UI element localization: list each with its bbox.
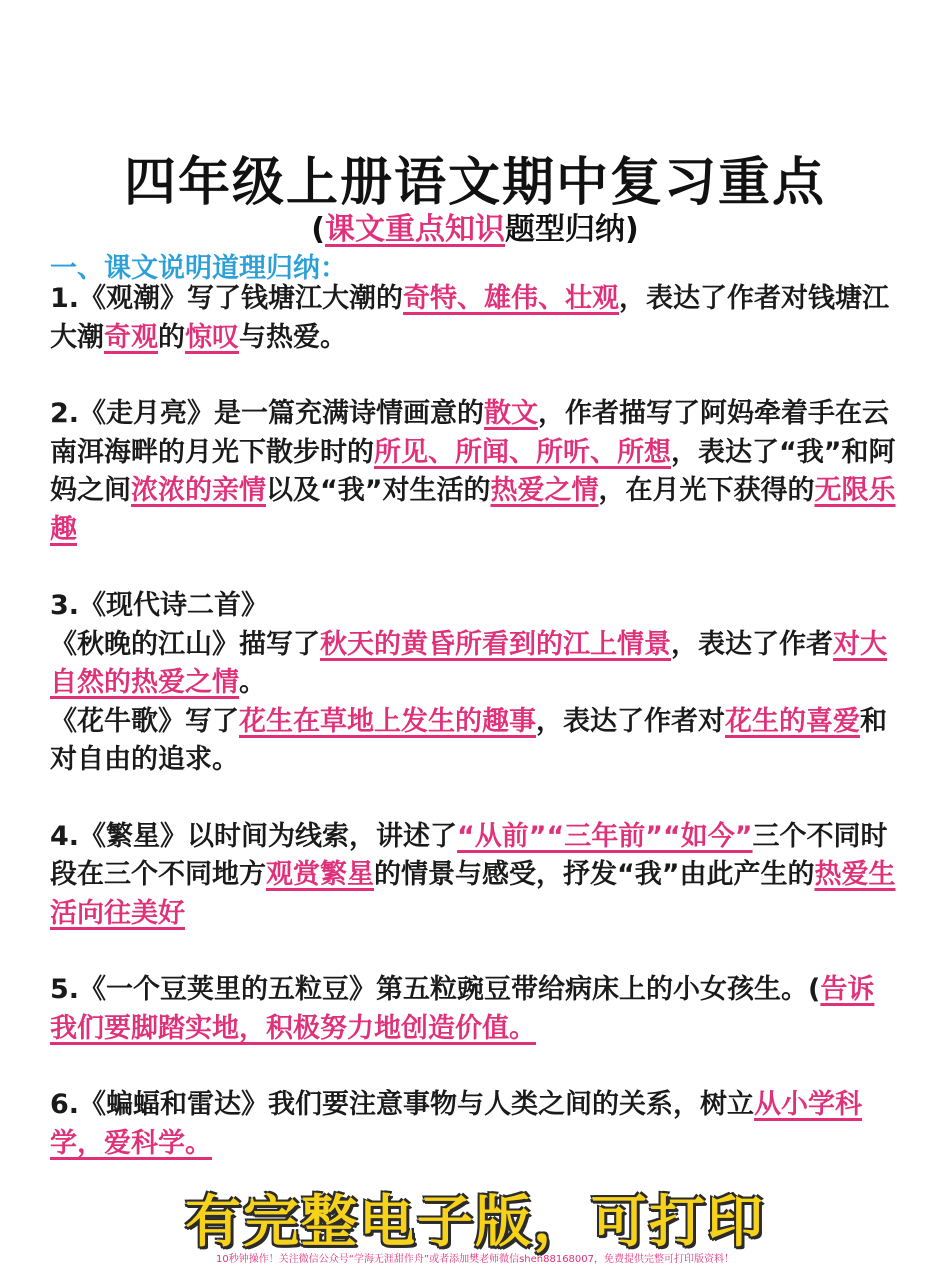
promo-banner: 有完整电子版，可打印 <box>185 1190 765 1255</box>
item-3-heading: 3.《现代诗二首》 <box>50 590 269 621</box>
item-4-text-b: 三个不同时段在三个不同地方 <box>50 820 888 890</box>
item-3-poem-2-text-b: ，表达了作者对 <box>536 705 725 737</box>
item-5 <box>50 971 900 1048</box>
item-5-highlight-1: 告诉我们要脚踏实地，积极努力地创造价值。 <box>50 974 875 1044</box>
section-heading: 一、课文说明道理归纳： <box>50 253 347 284</box>
item-6 <box>50 1086 900 1163</box>
item-1-text-b: ，表达了作者对钱塘江大潮 <box>50 283 890 353</box>
subtitle-highlight: 课文重点知识 <box>325 212 505 247</box>
item-4-text-c: 的情景与感受，抒发“我”由此产生的 <box>374 859 815 890</box>
item-2-text-a: 2.《走月亮》是一篇充满诗情画意的 <box>50 398 485 429</box>
item-3-poem-1-text-a: 《秋晚的江山》描写了 <box>50 628 320 660</box>
item-3-poem-2 <box>50 703 900 780</box>
item-2-text-e: ，在月光下获得的 <box>598 475 815 506</box>
item-3-poem-1-text-c: 。 <box>239 667 266 698</box>
item-2-text-d: 以及“我”对生活的 <box>266 475 491 506</box>
item-4 <box>50 818 900 934</box>
item-4-highlight-3: 热爱生活向往美好 <box>50 859 896 929</box>
item-1-text-d: 与热爱。 <box>239 321 347 353</box>
item-2-highlight-2: 所见、所闻、所听、所想 <box>374 436 671 468</box>
item-2-text <box>50 395 900 549</box>
item-2-highlight-3: 浓浓的亲情 <box>131 475 266 506</box>
item-1-highlight-3: 惊叹 <box>185 321 239 353</box>
item-2-text-c: ，表达了“我”和阿妈之间 <box>50 436 896 506</box>
item-3-poem-1-highlight-2: 对大自然的热爱之情 <box>50 628 887 698</box>
subtitle-rest: 题型归纳) <box>505 212 639 247</box>
item-3-poem-2-highlight-2: 花生的喜爱 <box>725 705 860 737</box>
item-4-text <box>50 818 900 934</box>
item-3 <box>50 587 900 780</box>
footnote: 10秒钟操作！关注微信公众号“学海无涯甜作舟”或者添加樊老师微信shen88168007，免费提供完整可打印版资料！ <box>215 1254 735 1265</box>
item-3-poem-1-highlight-1: 秋天的黄昏所看到的江上情景 <box>320 628 671 660</box>
item-3-poem-1 <box>50 626 900 703</box>
item-1-text-c: 的 <box>158 321 185 353</box>
content-body <box>50 280 900 1201</box>
item-1-text-a: 1.《观潮》写了钱塘江大潮的 <box>50 283 404 314</box>
item-2-text-b: ，作者描写了阿妈牵着手在云南洱海畔的月光下散步时的 <box>50 398 890 468</box>
item-3-poem-2-text-c: 和对自由的追求。 <box>50 705 887 775</box>
item-1-highlight-2: 奇观 <box>104 321 158 353</box>
item-6-text-a: 6.《蝙蝠和雷达》我们要注意事物与人类之间的关系，树立 <box>50 1089 755 1120</box>
item-2-highlight-1: 散文 <box>484 398 539 429</box>
item-2 <box>50 395 900 549</box>
item-3-poem-2-highlight-1: 花生在草地上发生的趣事 <box>239 705 536 737</box>
item-3-poem-1-text-b: ，表达了作者 <box>671 628 833 660</box>
subtitle-open: ( <box>311 212 325 247</box>
item-1 <box>50 280 900 357</box>
page-subtitle <box>0 204 950 248</box>
item-4-text-a: 4.《繁星》以时间为线索，讲述了 <box>50 820 458 852</box>
item-6-highlight-1: 从小学科学，爱科学。 <box>50 1089 863 1159</box>
item-4-highlight-2: 观赏繁星 <box>266 859 374 890</box>
item-5-text-a: 5.《一个豆荚里的五粒豆》第五粒豌豆带给病床上的小女孩生。( <box>50 974 821 1005</box>
item-5-text <box>50 971 900 1048</box>
item-2-highlight-5: 无限乐趣 <box>50 475 896 545</box>
item-1-highlight-1: 奇特、雄伟、壮观 <box>403 283 620 314</box>
item-1-text <box>50 280 900 357</box>
page-title: 四年级上册语文期中复习重点 <box>123 153 826 213</box>
item-2-highlight-4: 热爱之情 <box>490 475 599 506</box>
item-6-text <box>50 1086 900 1163</box>
item-4-highlight-1: “从前”“三年前”“如今” <box>457 820 753 852</box>
item-3-poem-2-text-a: 《花牛歌》写了 <box>50 705 239 737</box>
